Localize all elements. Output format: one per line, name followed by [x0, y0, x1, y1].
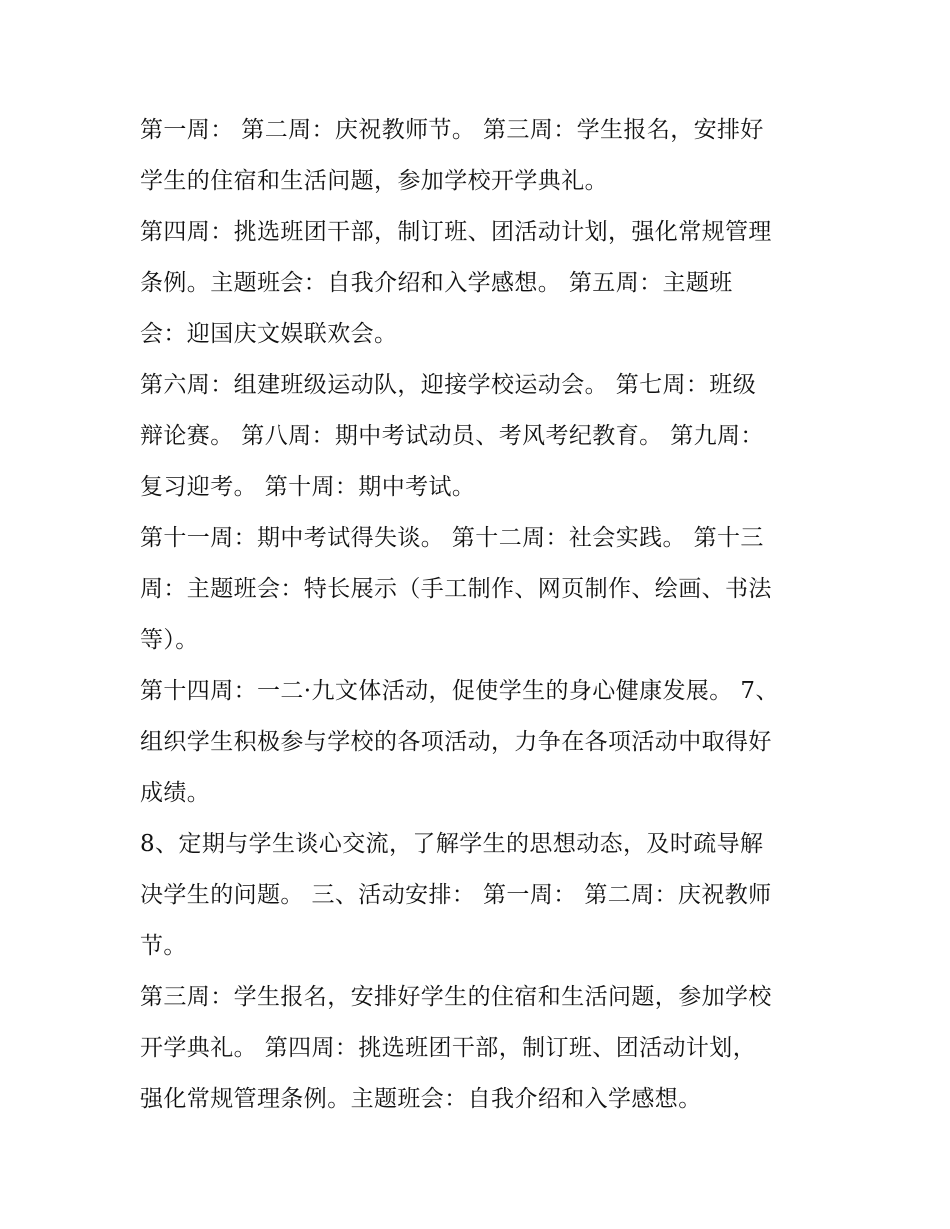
text-line: 强化常规管理条例。主题班会：自我介绍和入学感想。 [140, 1086, 702, 1112]
text-line: 等）。 [140, 627, 199, 653]
text-line: 第三周：学生报名，安排好学生的住宿和生活问题，参加学校 [140, 984, 772, 1010]
text-line: 成绩。 [140, 780, 211, 806]
text-line: 第十一周：期中考试得失谈。 第十二周：社会实践。 第十三 [140, 525, 764, 551]
text-line: 第一周： 第二周：庆祝教师节。 第三周：学生报名，安排好 [140, 117, 764, 143]
text-line: 周：主题班会：特长展示（手工制作、网页制作、绘画、书法 [140, 576, 772, 602]
text-line: 条例。主题班会：自我介绍和入学感想。 第五周：主题班 [140, 270, 733, 296]
text-line: 第十四周：一二·九文体活动，促使学生的身心健康发展。 7、 [140, 678, 779, 704]
text-line: 第六周：组建班级运动队，迎接学校运动会。 第七周：班级 [140, 372, 757, 398]
text-line: 8、定期与学生谈心交流，了解学生的思想动态，及时疏导解 [140, 831, 764, 857]
text-line: 会：迎国庆文娱联欢会。 [140, 321, 398, 347]
text-line: 复习迎考。 第十周：期中考试。 [140, 474, 476, 500]
text-line: 学生的住宿和生活问题，参加学校开学典礼。 [140, 168, 608, 194]
text-line: 决学生的问题。 三、活动安排： 第一周： 第二周：庆祝教师 [140, 882, 772, 908]
text-line: 组织学生积极参与学校的各项活动，力争在各项活动中取得好 [140, 729, 772, 755]
text-line: 开学典礼。 第四周：挑选班团干部，制订班、团活动计划， [140, 1035, 757, 1061]
text-line: 节。 [140, 933, 187, 959]
document-body [140, 105, 820, 1125]
text-line: 第四周：挑选班团干部，制订班、团活动计划，强化常规管理 [140, 219, 772, 245]
text-line: 辩论赛。 第八周：期中考试动员、考风考纪教育。 第九周： [140, 423, 764, 449]
